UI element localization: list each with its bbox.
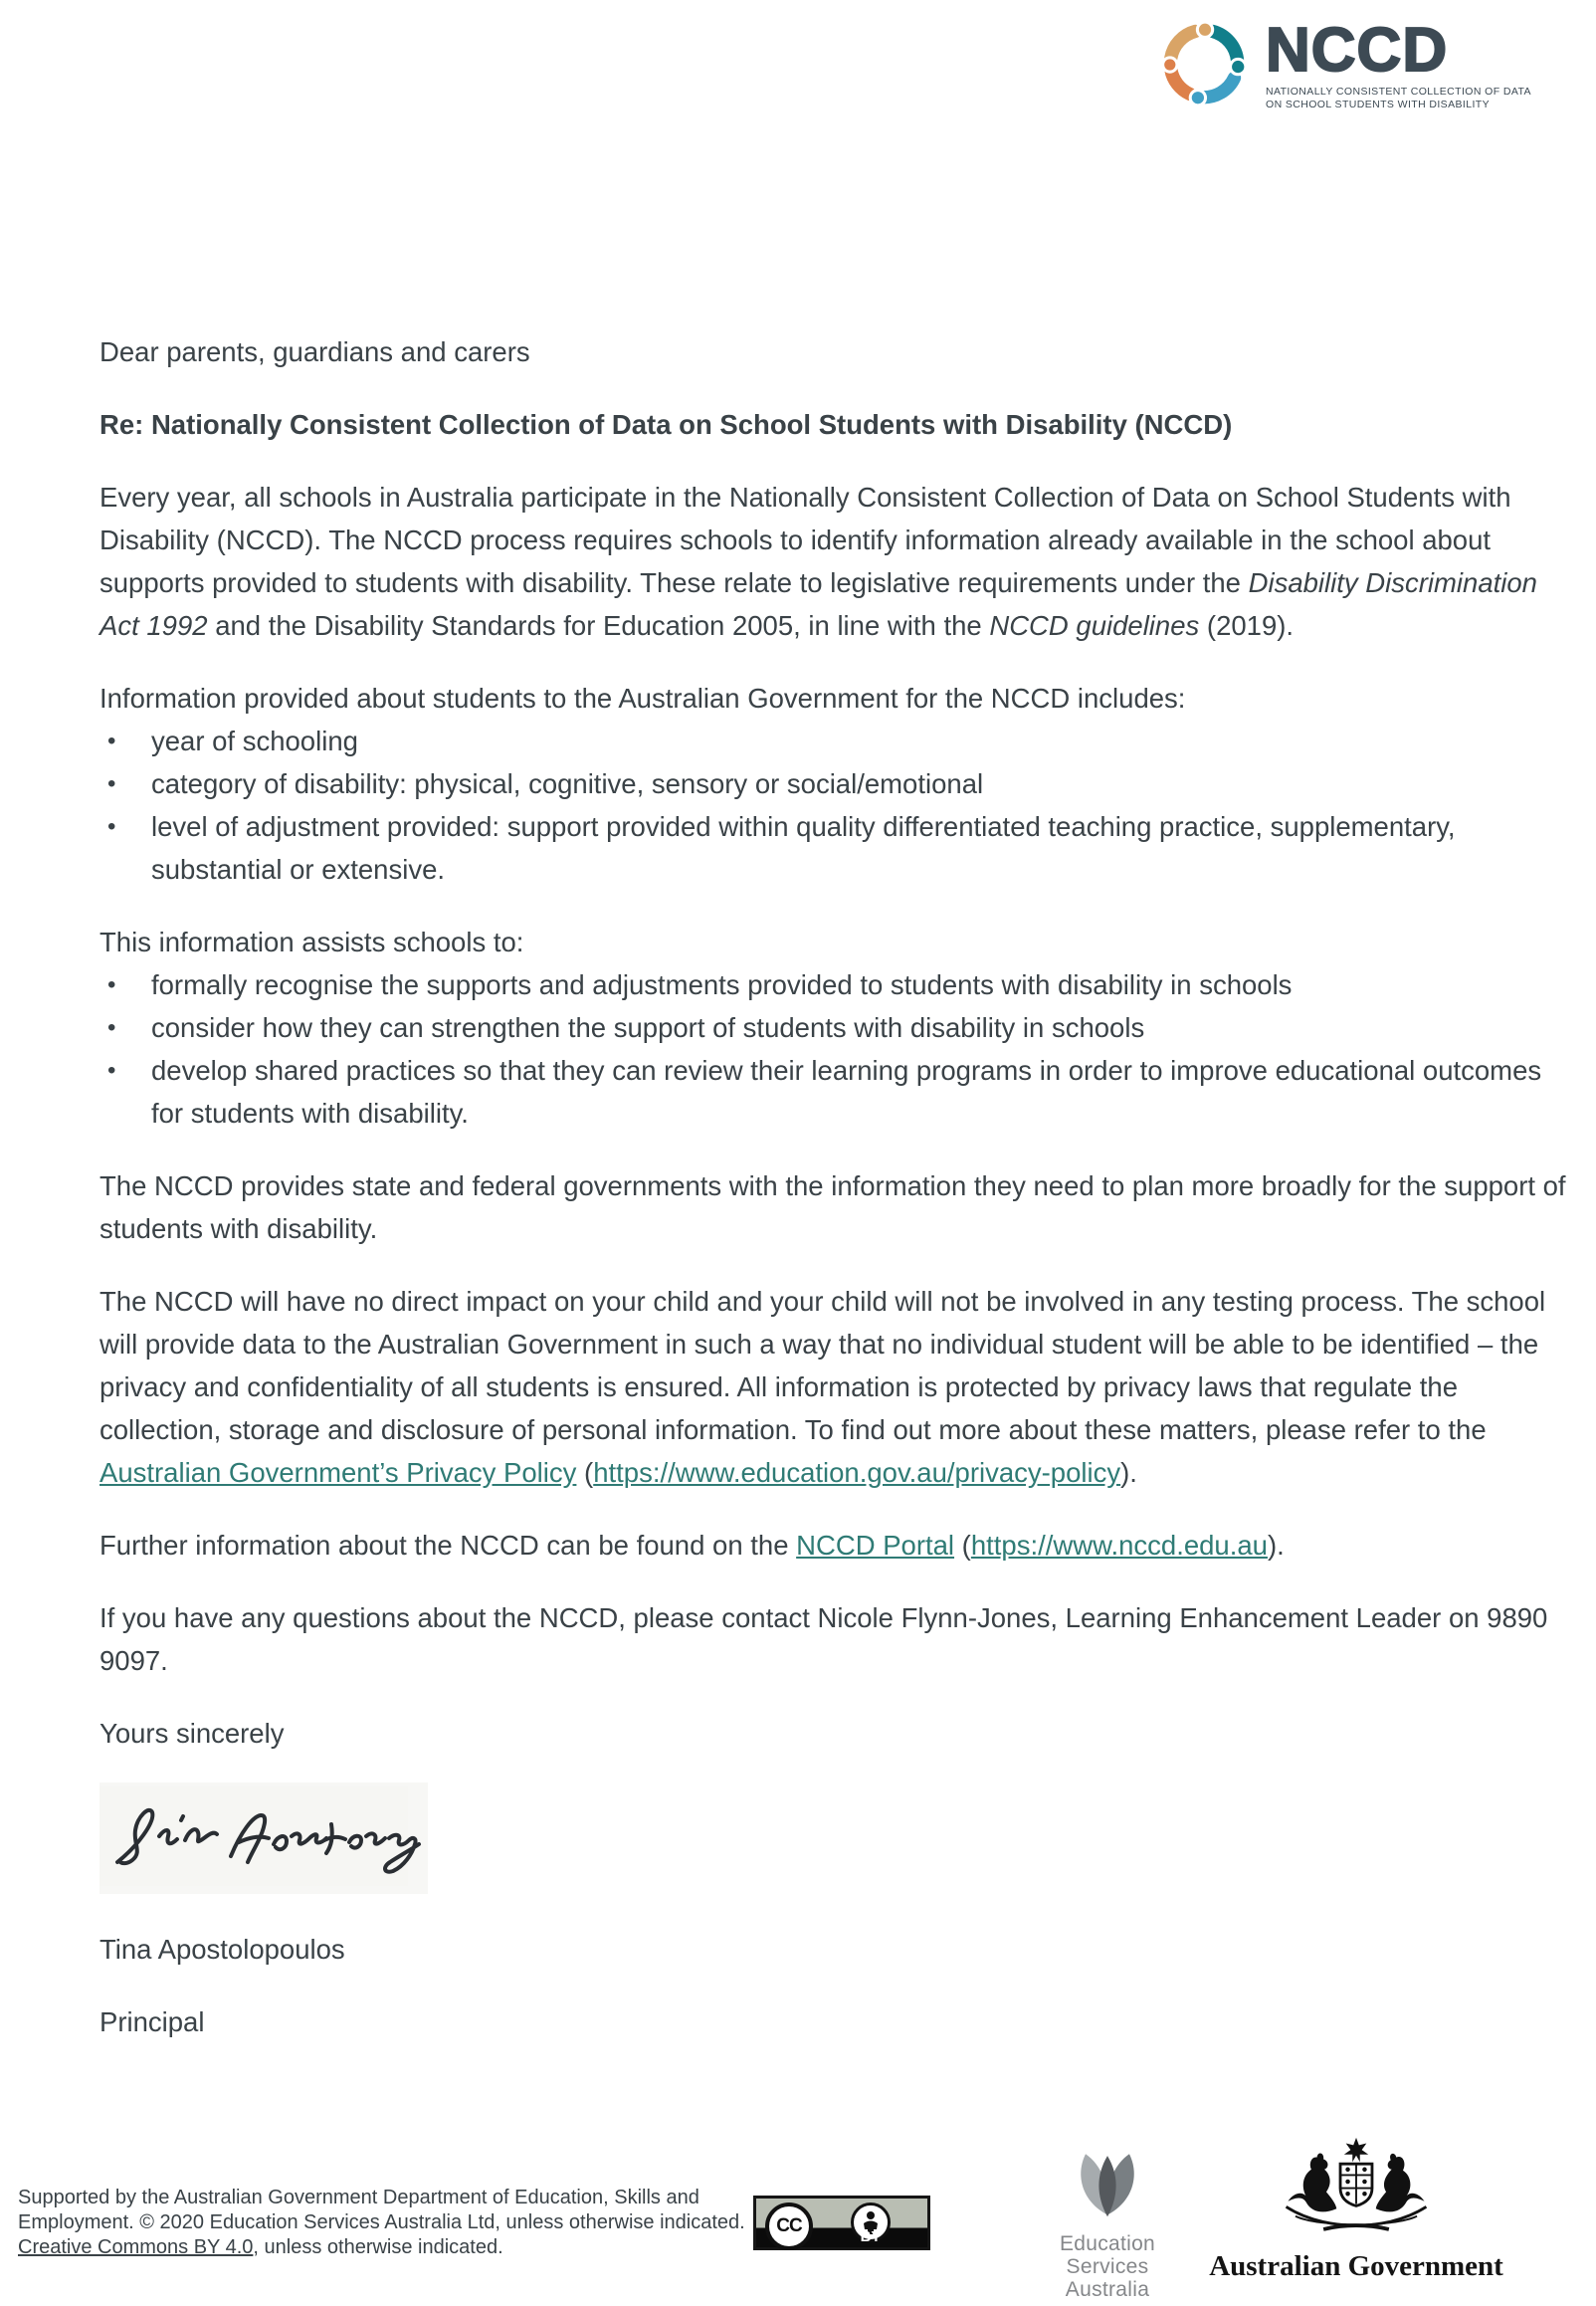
bullet-icon: • [107, 813, 116, 840]
handwritten-signature-image [100, 1782, 428, 1894]
bullet-icon: • [107, 1014, 116, 1041]
paragraph-nccd-overview: Every year, all schools in Australia participate in the Nationally Consistent Collection of Data on School Students with Disability (NCCD). The NCCD process requires schools to identify information already available in the school about supports provided to students with disability. These relate to legislative requirements under the Disability Discrimination Act 1992 and the Disability Standards for Education 2005, in line with the NCCD guidelines (2019). [100, 482, 1537, 641]
privacy-policy-link[interactable]: Australian Government’s Privacy Policy [100, 1457, 577, 1488]
creative-commons-link[interactable]: Creative Commons BY 4.0 [18, 2236, 254, 2258]
cc-by-license-badge [753, 2196, 930, 2250]
signer-name: Tina Apostolopoulos [100, 1934, 345, 1965]
signature-block [100, 1712, 1570, 2043]
paragraph-questions: If you have any questions about the NCCD, please contact Nicole Flynn-Jones, Learning Enhancement Leader on 9890 9097. [100, 1602, 1548, 1676]
cc-by-label: BY [860, 2228, 882, 2245]
list-item: • formally recognise the supports and adjustments provided to students with disability in schools [100, 963, 1570, 1006]
list-item: • year of schooling [100, 720, 1570, 762]
paragraph-governments: The NCCD provides state and federal governments with the information they need to plan more broadly for the support of students with disability. [100, 1170, 1566, 1244]
list-item: • level of adjustment provided: support provided within quality differentiated teaching practice, supplementary, substantial or extensive. [100, 805, 1570, 891]
signer-role: Principal [100, 2006, 205, 2037]
nccd-ring-icon [1156, 16, 1252, 111]
paragraph-privacy: The NCCD will have no direct impact on your child and your child will not be involved in any testing process. The school will provide data to the Australian Government in such a way that no individual student will be able to be identified – the privacy and confidentiality of all students is ensured. All information is protected by privacy laws that regulate the collection, storage and disclosure of personal information. To find out more about these matters, please refer to the Australian Government’s Privacy Policy (https://www.education.gov.au/privacy-policy). [100, 1286, 1546, 1488]
list-item: • develop shared practices so that they can review their learning programs in order to improve educational outcomes for students with disability. [100, 1049, 1570, 1135]
list-item: • category of disability: physical, cognitive, sensory or social/emotional [100, 762, 1570, 805]
australian-government-logo [1202, 2136, 1510, 2283]
nccd-portal-link[interactable]: NCCD Portal [796, 1530, 955, 1561]
education-services-australia-logo [1033, 2142, 1182, 2301]
bullet-icon: • [107, 770, 116, 797]
bullet-icon: • [107, 1057, 116, 1084]
privacy-policy-url-link[interactable]: https://www.education.gov.au/privacy-policy [593, 1457, 1121, 1488]
bullet-icon: • [107, 971, 116, 998]
includes-list [100, 720, 1570, 891]
salutation: Dear parents, guardians and carers [100, 336, 530, 367]
italic-guidelines: NCCD guidelines [989, 610, 1200, 641]
subject-line: Re: Nationally Consistent Collection of Data on School Students with Disability (NCCD) [100, 409, 1233, 440]
australian-government-label: Australian Government [1209, 2250, 1503, 2282]
cc-icon: CC [765, 2202, 813, 2250]
nccd-wordmark: NCCD [1266, 16, 1449, 85]
nccd-tagline: NATIONALLY CONSISTENT COLLECTION OF DATA ON SCHOOL STUDENTS WITH DISABILITY [1266, 86, 1531, 110]
nccd-logo [1156, 16, 1531, 111]
italic-act-title: Disability Discrimination Act 1992 [100, 567, 1537, 641]
esa-logo-text: Education Services Australia [1059, 2232, 1156, 2301]
paragraph-portal: Further information about the NCCD can be found on the NCCD Portal (https://www.nccd.edu.au). [100, 1530, 1285, 1561]
letter-body [100, 330, 1570, 2073]
includes-intro: Information provided about students to the Australian Government for the NCCD includes: [100, 683, 1186, 714]
nccd-portal-url-link[interactable]: https://www.nccd.edu.au [970, 1530, 1268, 1561]
assists-intro: This information assists schools to: [100, 927, 524, 957]
closing: Yours sincerely [100, 1718, 285, 1749]
list-item: • consider how they can strengthen the support of students with disability in schools [100, 1006, 1570, 1049]
footer-attribution: Supported by the Australian Government Department of Education, Skills and Employment. © 2020 Education Services Australia Ltd, unless otherwise indicated. Creative Commons BY 4.0, unless otherwise indicated. [18, 2187, 745, 2258]
bullet-icon: • [107, 728, 116, 754]
assists-list [100, 963, 1570, 1135]
coat-of-arms-icon [1267, 2136, 1446, 2243]
esa-tulip-icon [1065, 2142, 1150, 2219]
